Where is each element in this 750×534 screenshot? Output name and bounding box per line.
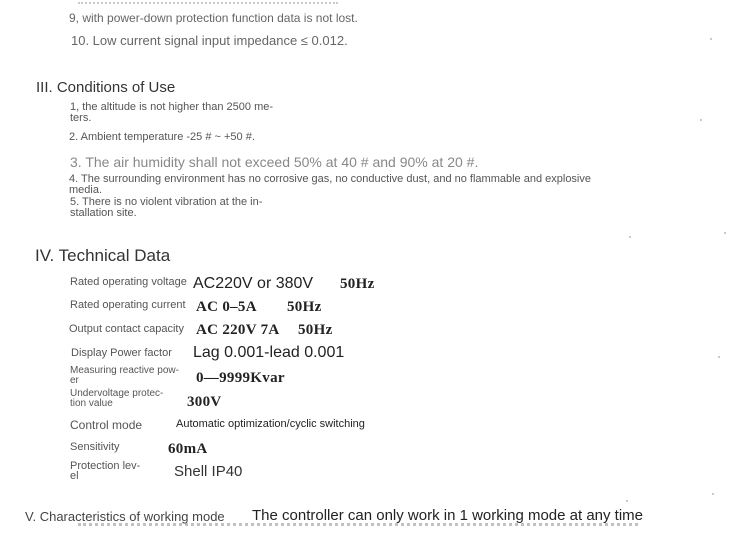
speck — [718, 356, 720, 358]
spec-value-protection: Shell IP40 — [174, 463, 243, 480]
spec-label-power-factor: Display Power factor — [71, 347, 172, 359]
speck — [700, 119, 702, 121]
section-4-title: IV. Technical Data — [35, 246, 171, 265]
spec-value-current: AC 0–5A — [196, 299, 257, 315]
spec-freq-voltage: 50Hz — [340, 276, 375, 292]
speck — [629, 236, 631, 238]
speck — [710, 38, 712, 40]
cond-item-3: 3. The air humidity shall not exceed 50% at 40 # and 90% at 20 #. — [70, 154, 479, 170]
spec-value-reactive: 0—9999Kvar — [196, 370, 285, 386]
cond-item-5: 5. There is no violent vibration at the in- stallation site. — [70, 196, 263, 219]
spec-value-control-mode: Automatic optimization/cyclic switching — [176, 418, 365, 430]
speck — [712, 493, 714, 495]
spec-label-voltage: Rated operating voltage — [70, 276, 187, 288]
spec-label-undervoltage: Undervoltage protec- tion value — [70, 388, 164, 409]
spec-value-power-factor: Lag 0.001-lead 0.001 — [193, 344, 345, 361]
spec-label-control-mode: Control mode — [70, 418, 143, 432]
spec-value-voltage: AC220V or 380V — [193, 275, 314, 292]
spec-label-protection: Protection lev- el — [70, 460, 141, 482]
section-5-title: V. Characteristics of working mode — [25, 509, 225, 524]
spec-value-sensitivity: 60mA — [168, 441, 208, 457]
spec-label-sensitivity: Sensitivity — [70, 441, 120, 453]
cond-item-1: 1, the altitude is not higher than 2500 me- ters. — [70, 101, 274, 124]
speck — [626, 500, 628, 502]
cropped-text-top — [78, 0, 338, 4]
cond-item-2: 2. Ambient temperature -25 # ~ +50 #. — [69, 131, 255, 143]
spec-value-contact: AC 220V 7A — [196, 322, 280, 338]
cropped-text-bottom — [78, 523, 638, 534]
spec-value-undervoltage: 300V — [187, 394, 222, 410]
spec-label-current: Rated operating current — [70, 299, 186, 311]
item-9: 9, with power-down protection function data is not lost. — [69, 11, 358, 25]
section-3-title: III. Conditions of Use — [36, 79, 176, 96]
cond-item-4: 4. The surrounding environment has no corrosive gas, no conductive dust, and no flammable and explosive media. — [69, 173, 591, 196]
spec-freq-contact: 50Hz — [298, 322, 333, 338]
section-5-note: The controller can only work in 1 working mode at any time — [252, 507, 644, 524]
spec-freq-current: 50Hz — [287, 299, 322, 315]
spec-label-reactive: Measuring reactive pow- er — [70, 365, 179, 386]
speck — [724, 232, 726, 234]
spec-label-contact: Output contact capacity — [69, 323, 184, 335]
item-10: 10. Low current signal input impedance ≤ 0.012. — [71, 33, 348, 48]
